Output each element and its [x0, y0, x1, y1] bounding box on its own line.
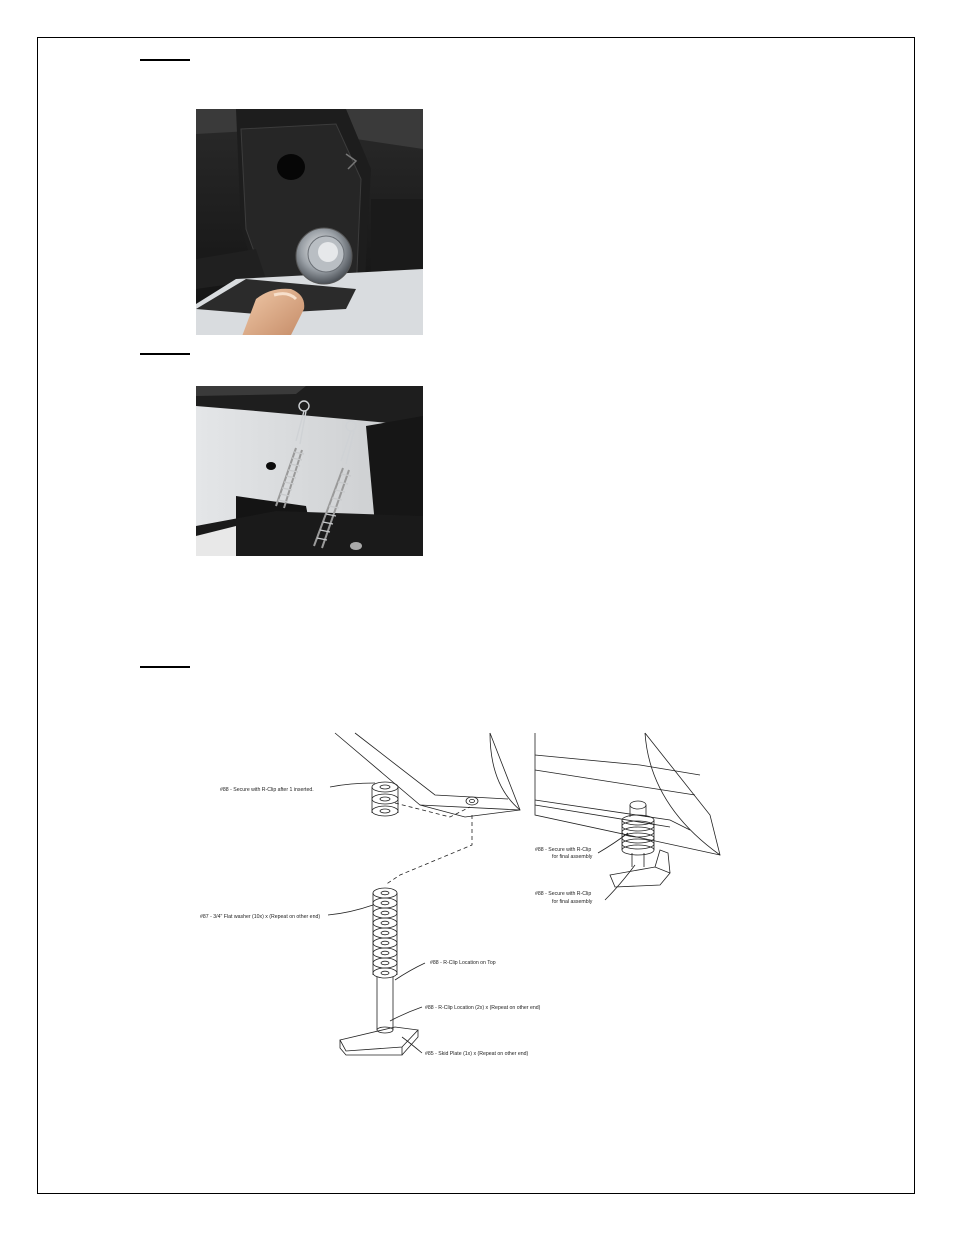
callout-rclip-top: #88 - R-Clip Location on Top — [430, 960, 496, 966]
callout-secure-top: #88 - Secure with R-Clip after 1 inserted. — [220, 787, 314, 793]
step-3-rule — [140, 666, 190, 668]
callout-secure-right-2a: #88 - Secure with R-Clip — [535, 891, 592, 897]
skid-plate-diagram — [190, 725, 740, 1075]
callout-skid-plate: #85 - Skid Plate (1x) x (Repeat on other end) — [425, 1051, 529, 1057]
callout-secure-right-2b: for final assembly — [552, 899, 593, 905]
step-1-rule — [140, 59, 190, 61]
step-2-rule — [140, 353, 190, 355]
bolt-nut-photo — [196, 109, 423, 335]
callout-secure-right-1a: #88 - Secure with R-Clip — [535, 847, 592, 853]
callout-secure-right-1b: for final assembly — [552, 854, 593, 860]
callout-flat-washer: #87 - 3/4" Flat washer (10x) x (Repeat on other end) — [200, 914, 321, 920]
callout-rclip-location: #88 - R-Clip Location (2x) x (Repeat on other end) — [425, 1005, 541, 1011]
springs-photo — [196, 386, 423, 556]
